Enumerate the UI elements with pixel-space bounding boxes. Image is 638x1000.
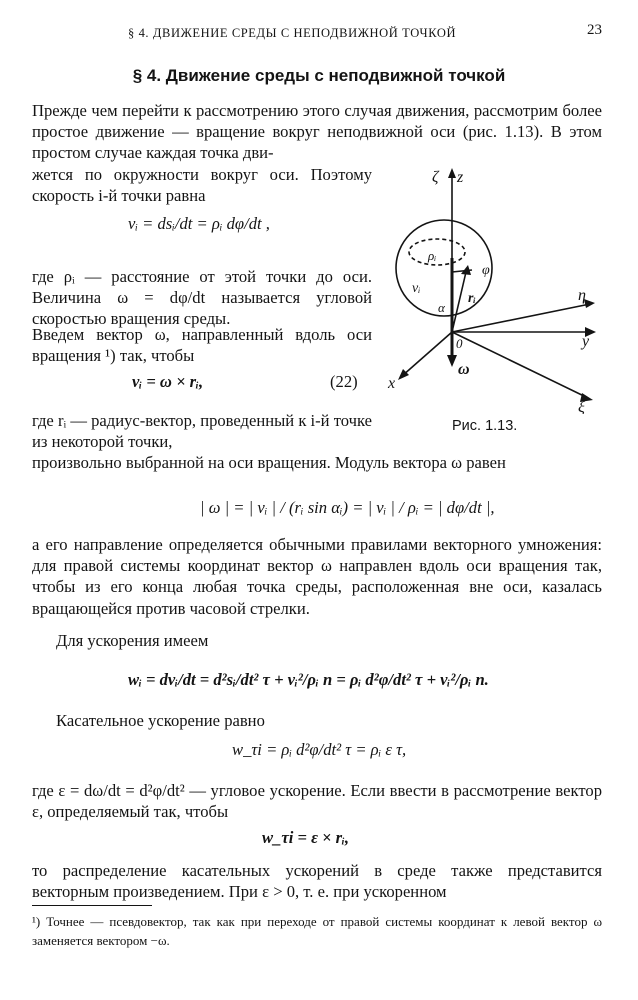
label-y: y xyxy=(582,333,590,350)
equation-22: vᵢ = ω × rᵢ, xyxy=(132,372,204,391)
axis-x xyxy=(402,332,452,376)
equation-tangential: w_τi = ρᵢ d²φ/dt² τ = ρᵢ ε τ, xyxy=(232,740,407,759)
label-x: x xyxy=(388,375,396,392)
label-omega: ω xyxy=(458,361,470,378)
paragraph-modulus: произвольно выбранной на оси вращения. Модуль вектора ω равен xyxy=(32,453,506,472)
radius-vector xyxy=(452,272,466,332)
label-alpha: α xyxy=(438,300,445,315)
paragraph-angular-acceleration: где ε = dω/dt = d²φ/dt² — угловое ускорение. Если ввести в рассмотрение вектор ε, определяемый так, чтобы xyxy=(32,781,602,822)
label-rho: ρᵢ xyxy=(428,248,437,263)
zeta-arrowhead xyxy=(448,168,456,178)
trajectory-ellipse xyxy=(409,239,465,265)
label-origin: 0 xyxy=(456,336,463,351)
label-velocity: vᵢ xyxy=(412,281,421,296)
paragraph-radius-vector: где rᵢ — радиус-вектор, проведенный к i-й точке из некоторой точки, xyxy=(32,411,372,452)
paragraph-tangential: Касательное ускорение равно xyxy=(56,711,265,730)
paragraph-direction: а его направление определяется обычными правилами векторного умножения: для правой системы координат вектор ω направлен вдоль оси вращения так, чтобы из его конца любая точка среды, расположенная вне оси, казалась вращающейся против часовой стрелки. xyxy=(32,535,602,618)
equation-velocity: vᵢ = dsᵢ/dt = ρᵢ dφ/dt , xyxy=(128,214,270,233)
omega-arrowhead xyxy=(447,355,457,367)
equation-acceleration: wᵢ = dvᵢ/dt = d²sᵢ/dt² τ + vᵢ²/ρᵢ n = ρᵢ d²φ/dt² τ + vᵢ²/ρᵢ n. xyxy=(128,670,489,689)
equation-epsilon: w_τi = ε × rᵢ, xyxy=(262,828,350,847)
label-eta: η xyxy=(578,287,586,304)
label-z: z xyxy=(457,169,464,186)
figure-1-13 xyxy=(382,162,608,414)
label-zeta: ζ xyxy=(432,169,439,186)
equation-22-number: (22) xyxy=(330,372,358,391)
paragraph-distribution: то распределение касательных ускорений в среде также представится векторным произведением. При ε > 0, т. е. при ускоренном xyxy=(32,861,602,902)
footnote: ¹) Точнее — псевдовектор, так как при переходе от правой системы координат к левой вектор ω заменяется вектором −ω. xyxy=(32,914,602,948)
axis-eta xyxy=(452,304,590,332)
footnote-rule xyxy=(32,905,152,906)
paragraph-angular-velocity: где ρᵢ — расстояние от этой точки до оси. Величина ω = dφ/dt называется угловой скоростью вращения среды. xyxy=(32,267,372,329)
radius-arrowhead xyxy=(461,265,471,275)
paragraph-intro-cont: жется по окружности вокруг оси. Поэтому скорость i-й точки равна xyxy=(32,165,372,206)
section-title: § 4. Движение среды с неподвижной точкой xyxy=(132,66,506,85)
equation-modulus: | ω | = | vᵢ | / (rᵢ sin αᵢ) = | vᵢ | / ρᵢ = | dφ/dt |, xyxy=(200,498,495,517)
label-phi: φ xyxy=(482,263,490,278)
label-xi: ξ xyxy=(578,399,585,414)
paragraph-intro: Прежде чем перейти к рассмотрению этого случая движения, рассмотрим более простое движение — вращение вокруг неподвижной оси (рис. 1.13). В этом простом случае каждая точка дви- xyxy=(32,101,602,163)
axis-xi xyxy=(452,332,588,398)
paragraph-acceleration: Для ускорения имеем xyxy=(56,631,209,650)
label-radius: rᵢ xyxy=(468,291,476,306)
running-header: § 4. ДВИЖЕНИЕ СРЕДЫ С НЕПОДВИЖНОЙ ТОЧКОЙ xyxy=(128,26,457,40)
paragraph-vector-omega: Введем вектор ω, направленный вдоль оси вращения ¹) так, чтобы xyxy=(32,325,372,366)
page-number: 23 xyxy=(587,22,602,38)
figure-caption: Рис. 1.13. xyxy=(452,418,518,434)
